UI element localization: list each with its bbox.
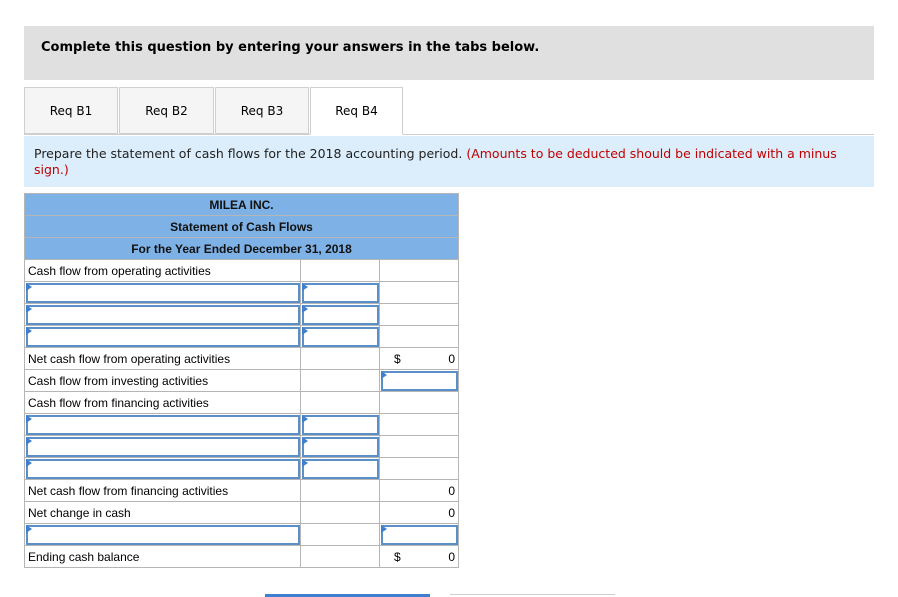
table-row bbox=[25, 326, 459, 348]
ending-cash-value: 0 bbox=[448, 550, 455, 564]
empty-cell bbox=[301, 370, 380, 392]
table-row bbox=[25, 502, 459, 524]
investing-label: Cash flow from investing activities bbox=[25, 370, 301, 392]
beginning-cash-label-input[interactable] bbox=[25, 524, 301, 546]
empty-cell bbox=[380, 260, 459, 282]
operating-header: Cash flow from operating activities bbox=[25, 260, 301, 282]
financing-item-1-amount-input[interactable] bbox=[301, 414, 380, 436]
empty-cell bbox=[380, 326, 459, 348]
financing-item-2-label-input[interactable] bbox=[25, 436, 301, 458]
instruction-main: Prepare the statement of cash flows for the 2018 accounting period. bbox=[34, 146, 463, 161]
table-row bbox=[25, 480, 459, 502]
instruction-banner bbox=[24, 26, 874, 80]
table-row bbox=[25, 348, 459, 370]
net-operating-total bbox=[380, 348, 459, 370]
ending-cash-total bbox=[380, 546, 459, 568]
tab-req-b3[interactable]: Req B3 bbox=[215, 87, 309, 134]
instruction-panel bbox=[24, 136, 874, 187]
table-row bbox=[25, 458, 459, 480]
operating-item-1-amount-input[interactable] bbox=[301, 282, 380, 304]
next-nav-button[interactable] bbox=[450, 594, 615, 595]
tab-req-b1[interactable]: Req B1 bbox=[24, 87, 118, 134]
banner-text: Complete this question by entering your answers in the tabs below. bbox=[41, 40, 540, 55]
table-row bbox=[25, 282, 459, 304]
empty-cell bbox=[301, 502, 380, 524]
table-row bbox=[25, 260, 459, 282]
empty-cell bbox=[301, 480, 380, 502]
net-change-total bbox=[380, 502, 459, 524]
net-financing-label: Net cash flow from financing activities bbox=[25, 480, 301, 502]
cash-flow-statement bbox=[24, 193, 459, 568]
investing-amount-input[interactable] bbox=[380, 370, 459, 392]
table-row bbox=[25, 392, 459, 414]
table-row bbox=[25, 546, 459, 568]
net-operating-label: Net cash flow from operating activities bbox=[25, 348, 301, 370]
currency-symbol: $ bbox=[394, 550, 401, 564]
statement-period: For the Year Ended December 31, 2018 bbox=[25, 238, 459, 260]
instruction-text bbox=[34, 146, 854, 178]
instruction-note: (Amounts to be deducted should be indicated with a minus sign.) bbox=[34, 146, 837, 177]
empty-cell bbox=[301, 260, 380, 282]
net-operating-value: 0 bbox=[448, 352, 455, 366]
statement-title: Statement of Cash Flows bbox=[25, 216, 459, 238]
empty-cell bbox=[301, 546, 380, 568]
table-row bbox=[25, 304, 459, 326]
empty-cell bbox=[380, 304, 459, 326]
tab-bar bbox=[24, 87, 874, 135]
net-financing-value: 0 bbox=[448, 484, 455, 498]
table-row bbox=[25, 524, 459, 546]
tab-req-b2[interactable]: Req B2 bbox=[119, 87, 214, 134]
ending-cash-label: Ending cash balance bbox=[25, 546, 301, 568]
table-row bbox=[25, 414, 459, 436]
operating-item-1-label-input[interactable] bbox=[25, 282, 301, 304]
operating-item-3-label-input[interactable] bbox=[25, 326, 301, 348]
net-change-label: Net change in cash bbox=[25, 502, 301, 524]
empty-cell bbox=[301, 524, 380, 546]
operating-item-2-amount-input[interactable] bbox=[301, 304, 380, 326]
financing-item-2-amount-input[interactable] bbox=[301, 436, 380, 458]
financing-item-1-label-input[interactable] bbox=[25, 414, 301, 436]
empty-cell bbox=[380, 458, 459, 480]
net-financing-total bbox=[380, 480, 459, 502]
operating-item-2-label-input[interactable] bbox=[25, 304, 301, 326]
empty-cell bbox=[380, 436, 459, 458]
company-name: MILEA INC. bbox=[25, 194, 459, 216]
financing-item-3-amount-input[interactable] bbox=[301, 458, 380, 480]
tab-req-b4[interactable]: Req B4 bbox=[310, 87, 403, 135]
currency-symbol: $ bbox=[394, 352, 401, 366]
empty-cell bbox=[380, 282, 459, 304]
beginning-cash-amount-input[interactable] bbox=[380, 524, 459, 546]
empty-cell bbox=[380, 392, 459, 414]
tab-divider bbox=[24, 134, 874, 135]
operating-item-3-amount-input[interactable] bbox=[301, 326, 380, 348]
table-row bbox=[25, 436, 459, 458]
empty-cell bbox=[380, 414, 459, 436]
financing-item-3-label-input[interactable] bbox=[25, 458, 301, 480]
empty-cell bbox=[301, 348, 380, 370]
empty-cell bbox=[301, 392, 380, 414]
table-row bbox=[25, 370, 459, 392]
net-change-value: 0 bbox=[448, 506, 455, 520]
financing-header: Cash flow from financing activities bbox=[25, 392, 301, 414]
